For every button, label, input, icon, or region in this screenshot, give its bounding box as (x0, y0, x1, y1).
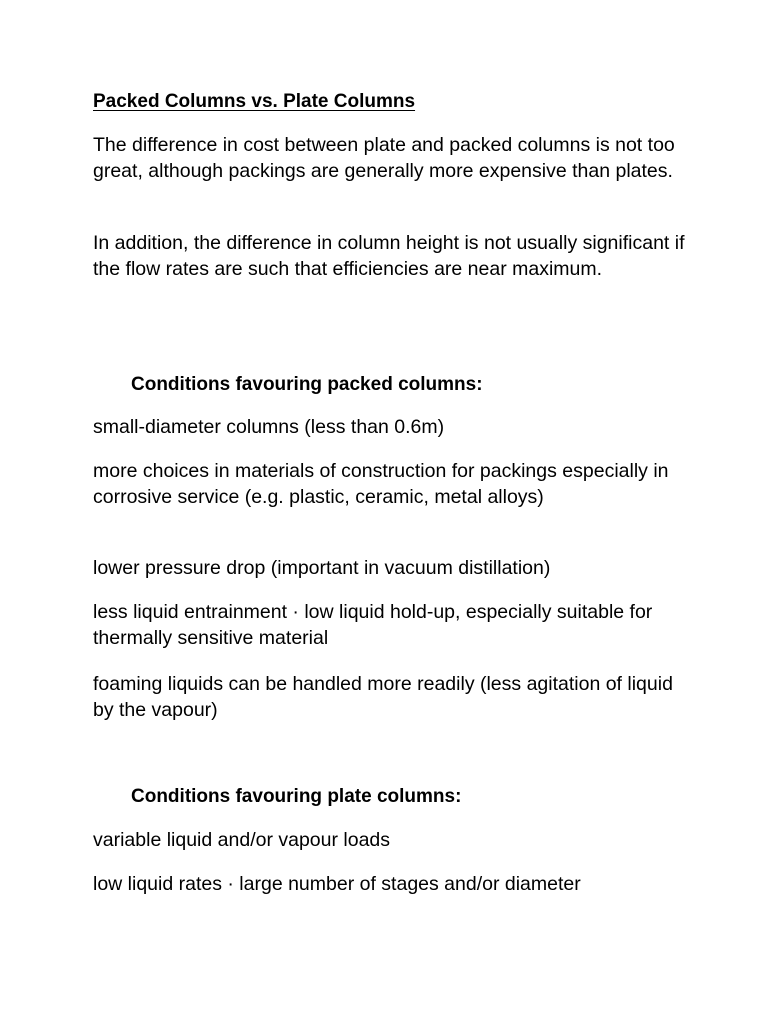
packed-item-foaming: foaming liquids can be handled more readily (less agitation of liquid by the vapour) (93, 673, 673, 721)
intro-paragraph-height: In addition, the difference in column height is not usually significant if the flow rates are such that efficiencies are near maximum. (93, 232, 685, 280)
section-heading-packed: Conditions favouring packed columns: (131, 374, 483, 395)
packed-item-pressure-drop: lower pressure drop (important in vacuum distillation) (93, 557, 551, 579)
packed-item-small-diameter: small-diameter columns (less than 0.6m) (93, 416, 445, 438)
section-heading-plate: Conditions favouring plate columns: (131, 786, 462, 807)
plate-item-variable-loads: variable liquid and/or vapour loads (93, 829, 391, 851)
plate-item-low-liquid-rates: low liquid rates · large number of stages and/or diameter (93, 873, 581, 895)
document-title: Packed Columns vs. Plate Columns (93, 91, 416, 112)
packed-item-materials: more choices in materials of construction for packings especially in corrosive service (e.g. plastic, ceramic, metal alloys) (93, 460, 669, 508)
packed-item-entrainment: less liquid entrainment · low liquid hold-up, especially suitable for thermally sensitive material (93, 601, 653, 649)
intro-paragraph-cost: The difference in cost between plate and packed columns is not too great, although packings are generally more expensive than plates. (93, 134, 675, 182)
